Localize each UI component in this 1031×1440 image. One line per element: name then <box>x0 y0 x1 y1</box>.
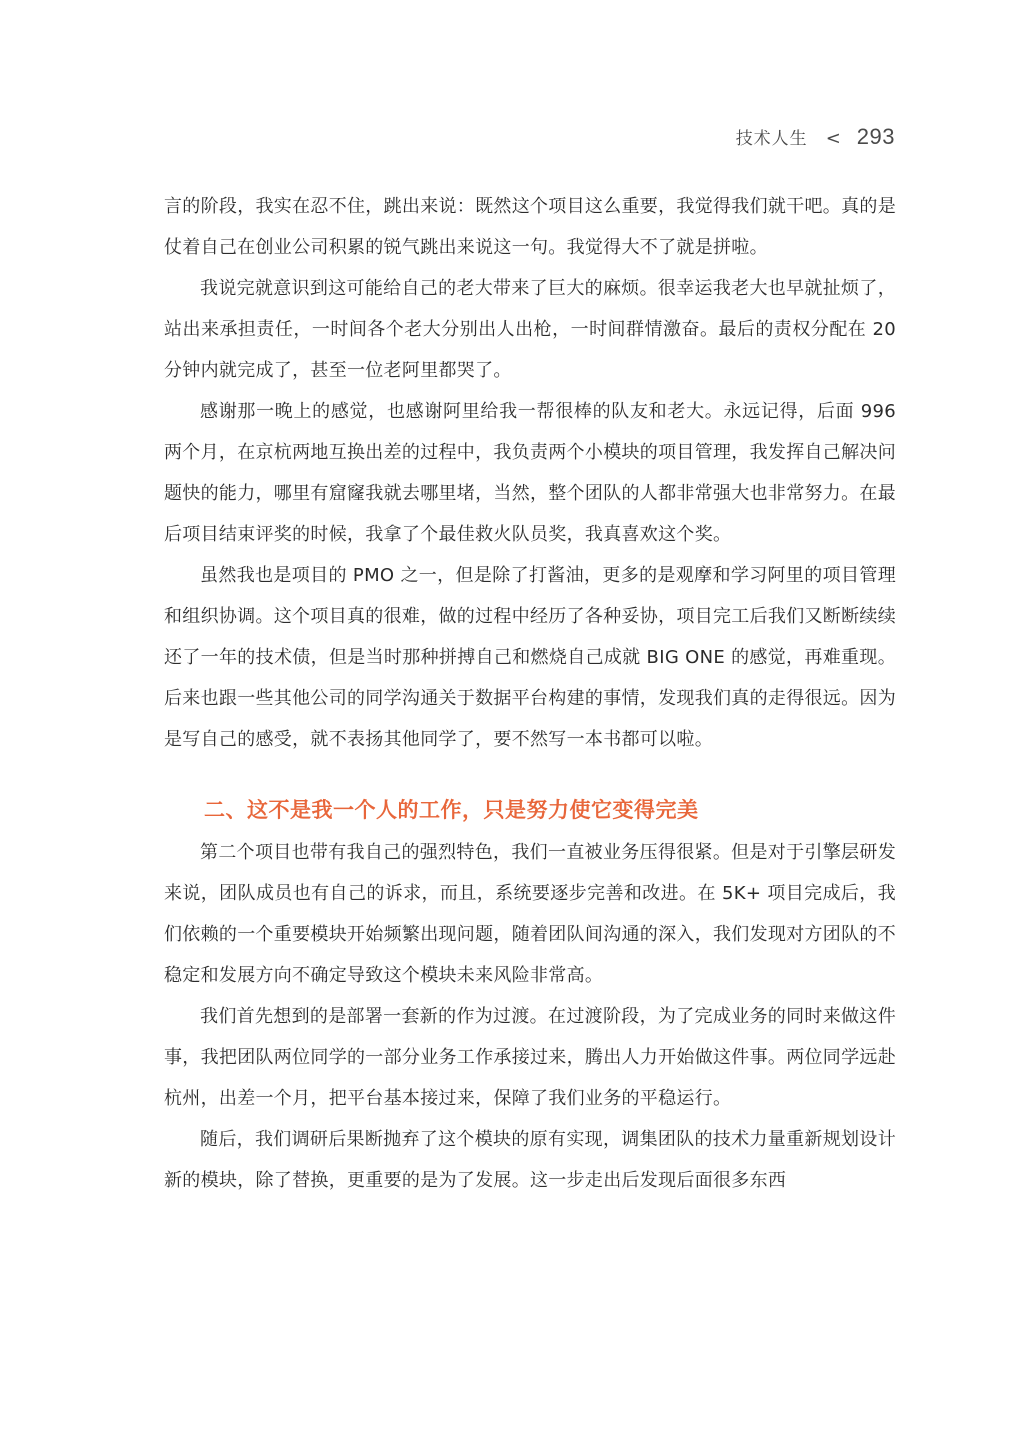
page-header <box>736 124 895 150</box>
section-heading: 二、这不是我一个人的工作，只是努力使它变得完美 <box>204 798 699 822</box>
page-body <box>164 186 896 1201</box>
header-separator: < <box>825 128 841 149</box>
page-number: 293 <box>856 124 895 149</box>
running-header-section: 技术人生 <box>735 129 808 149</box>
paragraph: 虽然我也是项目的 PMO 之一，但是除了打酱油，更多的是观摩和学习阿里的项目管理和组织协调。这个项目真的很难，做的过程中经历了各种妥协，项目完工后我们又断断续续还了一年的技术债，但是当时那种拼搏自己和燃烧自己成就 BIG ONE 的感觉，再难重现。后来也跟一些其他公司的同学沟通关于数据平台构建的事情，发现我们真的走得很远。因为是写自己的感受，就不表扬其他同学了，要不然写一本书都可以啦。 <box>164 565 896 750</box>
paragraph-continued: 言的阶段，我实在忍不住，跳出来说：既然这个项目这么重要，我觉得我们就干吧。真的是仗着自己在创业公司积累的锐气跳出来说这一句。我觉得大不了就是拼啦。 <box>164 196 896 258</box>
paragraph: 我说完就意识到这可能给自己的老大带来了巨大的麻烦。很幸运我老大也早就扯烦了，站出来承担责任，一时间各个老大分别出人出枪，一时间群情激奋。最后的责权分配在 20 分钟内就完成了，甚至一位老阿里都哭了。 <box>164 278 896 381</box>
paragraph: 第二个项目也带有我自己的强烈特色，我们一直被业务压得很紧。但是对于引擎层研发来说，团队成员也有自己的诉求，而且，系统要逐步完善和改进。在 5K+ 项目完成后，我们依赖的一个重要模块开始频繁出现问题，随着团队间沟通的深入，我们发现对方团队的不稳定和发展方向不确定导致这个模块未来风险非常高。 <box>164 842 896 986</box>
paragraph: 我们首先想到的是部署一套新的作为过渡。在过渡阶段，为了完成业务的同时来做这件事，我把团队两位同学的一部分业务工作承接过来，腾出人力开始做这件事。两位同学远赴杭州，出差一个月，把平台基本接过来，保障了我们业务的平稳运行。 <box>164 1006 896 1109</box>
paragraph: 随后，我们调研后果断抛弃了这个模块的原有实现，调集团队的技术力量重新规划设计新的模块，除了替换，更重要的是为了发展。这一步走出后发现后面很多东西 <box>164 1129 896 1191</box>
paragraph: 感谢那一晚上的感觉，也感谢阿里给我一帮很棒的队友和老大。永远记得，后面 996 两个月，在京杭两地互换出差的过程中，我负责两个小模块的项目管理，我发挥自己解决问题快的能力，哪里有窟窿我就去哪里堵，当然，整个团队的人都非常强大也非常努力。在最后项目结束评奖的时候，我拿了个最佳救火队员奖，我真喜欢这个奖。 <box>164 401 896 545</box>
